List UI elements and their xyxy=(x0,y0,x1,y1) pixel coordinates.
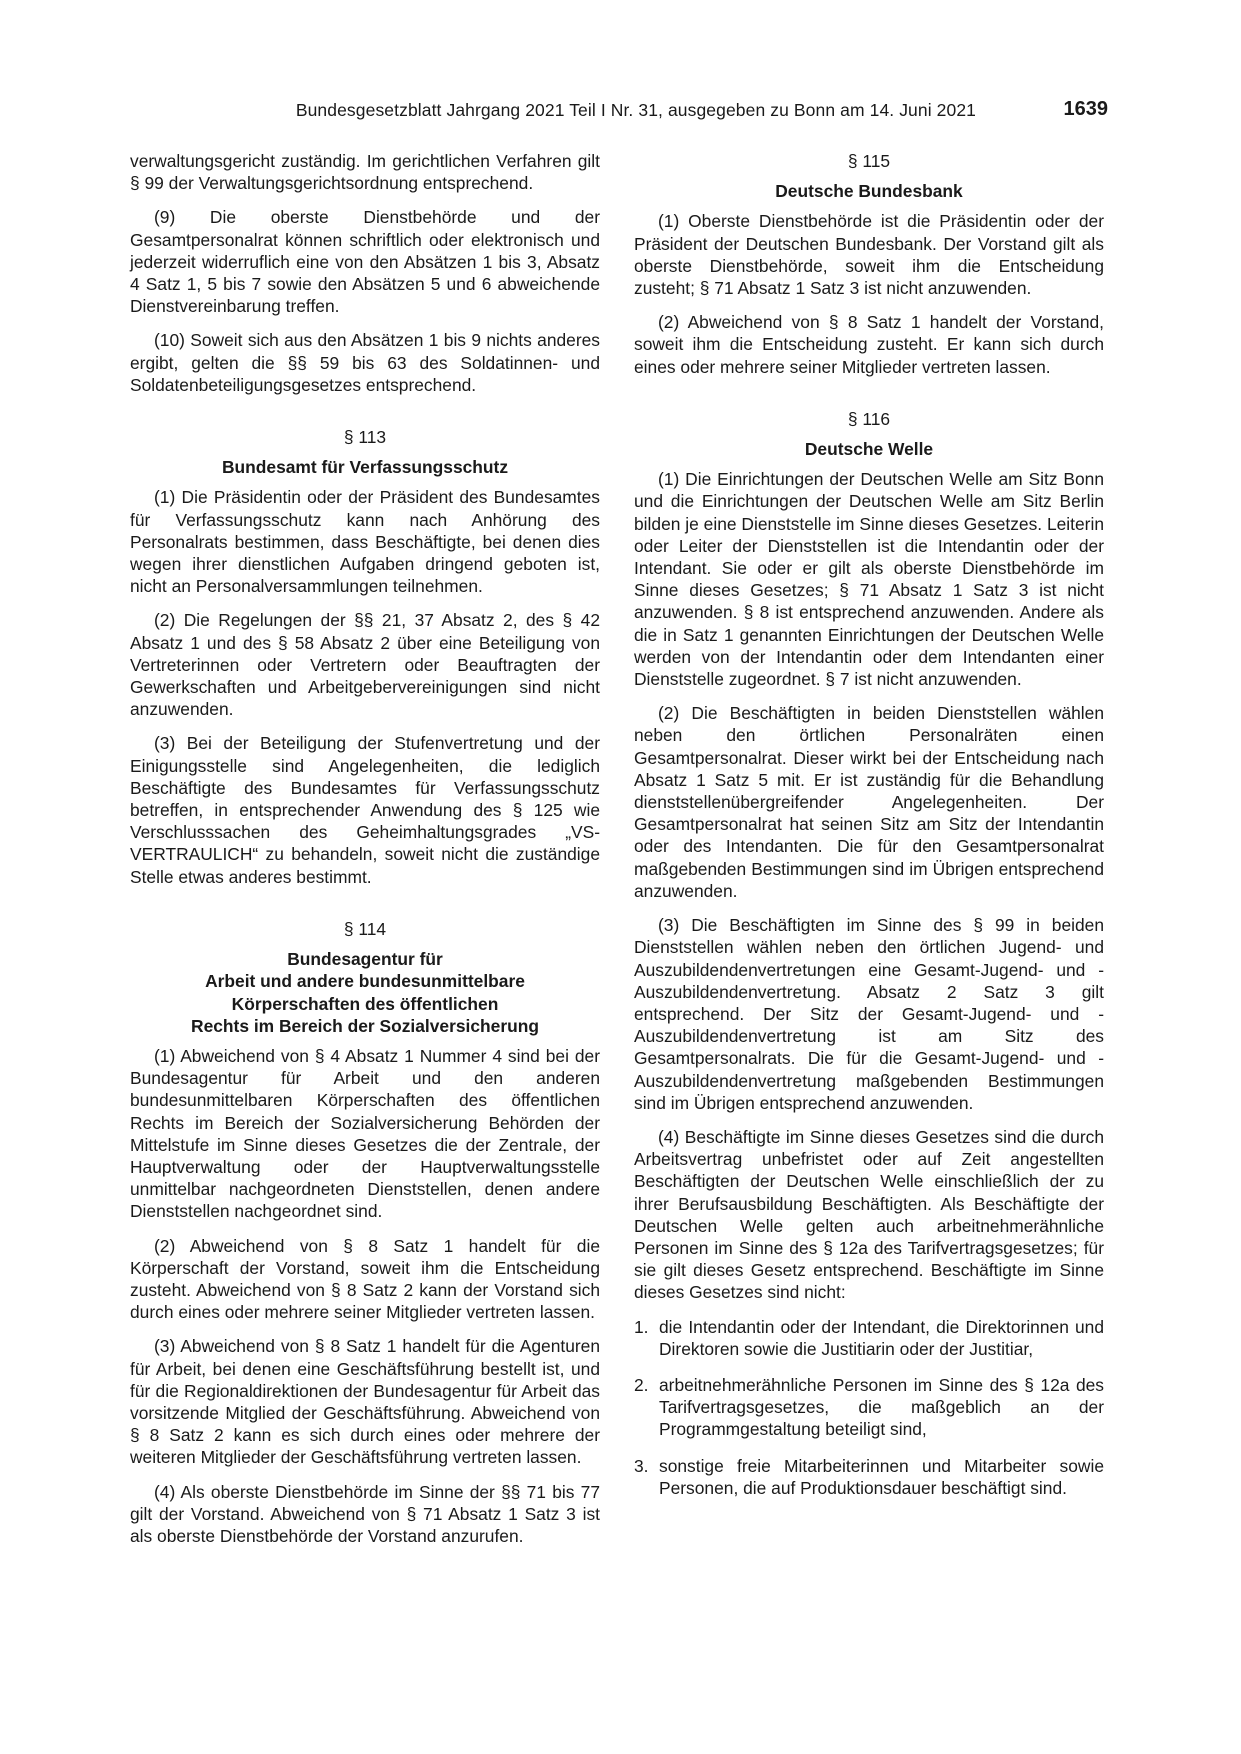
page-number: 1639 xyxy=(1063,98,1108,120)
paragraph-3: (3) Bei der Beteiligung der Stufenvertretung und der Einigungsstelle sind Angelegenheiten, die lediglich Beschäftigte des Bundesamtes für Verfassungsschutz betreffen, in entsprechender Anwendung des § 125 wie Verschlusssachen des Geheimhaltungsgrades „VS-VERTRAULICH“ zu behandeln, soweit nicht die zuständige Stelle etwas anderes bestimmt. xyxy=(130,733,600,887)
numbered-list xyxy=(634,1316,1104,1499)
left-column xyxy=(130,150,600,1559)
section-114 xyxy=(130,918,600,1547)
paragraph-4: (4) Als oberste Dienstbehörde im Sinne der §§ 71 bis 77 gilt der Vorstand. Abweichend von § 71 Absatz 1 Satz 3 ist als oberste Dienstbehörde der Vorstand anzurufen. xyxy=(130,1481,600,1546)
section-title-line: Arbeit und andere bundesunmittelbare xyxy=(205,971,525,992)
paragraph-2: (2) Die Regelungen der §§ 21, 37 Absatz 2, des § 42 Absatz 1 und des § 58 Absatz 2 über eine Beteiligung von Vertreterinnen oder Vertretern oder Beauftragten der Gewerkschaften und Arbeitgebervereinigungen sind nicht anzuwenden. xyxy=(130,610,600,720)
section-title-line: Körperschaften des öffentlichen xyxy=(231,993,499,1014)
list-item xyxy=(634,1374,1104,1441)
list-item xyxy=(634,1316,1104,1360)
page-header xyxy=(130,98,1108,126)
section-title-line: Rechts im Bereich der Sozialversicherung xyxy=(191,1015,539,1036)
list-item-number: 3. xyxy=(634,1455,649,1476)
list-item-number: 2. xyxy=(634,1374,649,1395)
list-item-number: 1. xyxy=(634,1316,649,1337)
section-number: § 113 xyxy=(343,427,387,448)
paragraph-4: (4) Beschäftigte im Sinne dieses Gesetzes sind die durch Arbeitsvertrag unbefristet oder auf Zeit angestellten Beschäftigten der Deutschen Welle einschließlich der zu ihrer Berufsausbildung Beschäftigten. Als Beschäftigte der Deutschen Welle gelten auch arbeitnehmerähnliche Personen im Sinne des § 12a des Tarifvertragsgesetzes; für sie gilt dieses Gesetz entsprechend. Beschäftigte im Sinne dieses Gesetzes sind nicht: xyxy=(634,1126,1104,1303)
section-title xyxy=(130,948,600,1037)
list-item-text: die Intendantin oder der Intendant, die Direktorinnen und Direktoren sowie die Justitiarin oder der Justitiar, xyxy=(659,1316,1104,1359)
list-item-text: sonstige freie Mitarbeiterinnen und Mitarbeiter sowie Personen, die auf Produktionsdauer beschäftigt sind. xyxy=(659,1455,1104,1498)
paragraph-1: (1) Die Präsidentin oder der Präsident des Bundesamtes für Verfassungsschutz kann nach Anhörung des Personalrats bestimmen, dass Beschäftigte, bei denen dies wegen ihrer dienstlichen Aufgaben dringend geboten ist, nicht an Personalversammlungen teilnehmen. xyxy=(130,487,600,597)
list-item-text: arbeitnehmerähnliche Personen im Sinne des § 12a des Tarifvertragsgesetzes, die maßgeblich an der Programmgestaltung beteiligt sind, xyxy=(659,1374,1104,1440)
paragraph-10: (10) Soweit sich aus den Absätzen 1 bis 9 nichts anderes ergibt, gelten die §§ 59 bis 63 des Soldatinnen- und Soldatenbeteiligungsgesetzes entsprechend. xyxy=(130,330,600,395)
paragraph-1: (1) Abweichend von § 4 Absatz 1 Nummer 4 sind bei der Bundesagentur für Arbeit und den anderen bundesunmittelbaren Körperschaften des öffentlichen Rechts im Bereich der Sozialversicherung Behörden der Mittelstufe im Sinne dieses Gesetzes die der Zentrale, der Hauptverwaltung oder der Hauptverwaltungsstelle unmittelbar nachgeordneten Dienststellen, denen andere Dienststellen nachgeordnet sind. xyxy=(130,1045,600,1222)
paragraph-3: (3) Die Beschäftigten im Sinne des § 99 in beiden Dienststellen wählen neben den örtlichen Jugend- und Auszubildendenvertretungen eine Gesamt-Jugend- und -Auszubildendenvertretung. Absatz 2 Satz 3 gilt entsprechend. Der Sitz der Gesamt-Jugend- und -Auszubildendenvertretung ist am Sitz des Gesamtpersonalrats. Die für die Gesamt-Jugend- und -Auszubildendenvertretung maßgebenden Bestimmungen sind im Übrigen entsprechend anzuwenden. xyxy=(634,915,1104,1113)
section-115 xyxy=(634,150,1104,378)
section-116 xyxy=(634,408,1104,1499)
section-title: Bundesamt für Verfassungsschutz xyxy=(221,457,509,478)
section-113 xyxy=(130,426,600,888)
paragraph-1: (1) Die Einrichtungen der Deutschen Welle am Sitz Bonn und die Einrichtungen der Deutschen Welle am Sitz Berlin bilden je eine Dienststelle im Sinne dieses Gesetzes. Leiterin oder Leiter der Dienststellen ist die Intendantin oder der Intendant. Sie oder er gilt als oberste Dienstbehörde im Sinne dieses Gesetzes; § 71 Absatz 1 Satz 3 ist nicht anzuwenden. § 8 ist entsprechend anzuwenden. Andere als die in Satz 1 genannten Einrichtungen der Deutschen Welle werden von der Intendantin oder dem Intendanten einer Dienststelle zugeordnet. § 7 ist nicht anzuwenden. xyxy=(634,469,1104,690)
list-item xyxy=(634,1455,1104,1499)
section-title: Deutsche Welle xyxy=(804,439,934,460)
section-number: § 115 xyxy=(847,151,891,171)
paragraph-continuation: verwaltungsgericht zuständig. Im gerichtlichen Verfahren gilt § 99 der Verwaltungsgerichtsordnung entsprechend. xyxy=(130,151,600,194)
section-number: § 114 xyxy=(343,918,387,939)
paragraph-2: (2) Abweichend von § 8 Satz 1 handelt der Vorstand, soweit ihm die Entscheidung zusteht. Er kann sich durch eines oder mehrere seiner Mitglieder vertreten lassen. xyxy=(634,312,1104,377)
paragraph-1: (1) Oberste Dienstbehörde ist die Präsidentin oder der Präsident der Deutschen Bundesbank. Der Vorstand gilt als oberste Dienstbehörde, soweit ihm die Entscheidung zusteht; § 71 Absatz 1 Satz 3 ist nicht anzuwenden. xyxy=(634,211,1104,299)
gazette-title: Bundesgesetzblatt Jahrgang 2021 Teil I Nr. 31, ausgegeben zu Bonn am 14. Juni 2021 xyxy=(295,100,976,120)
paragraph-2: (2) Abweichend von § 8 Satz 1 handelt für die Körperschaft der Vorstand, soweit ihm die Entscheidung zusteht. Abweichend von § 8 Satz 2 kann der Vorstand sich durch eines oder mehrere seiner Mitglieder vertreten lassen. xyxy=(130,1235,600,1323)
paragraph-3: (3) Abweichend von § 8 Satz 1 handelt für die Agenturen für Arbeit, bei denen eine Geschäftsführung bestellt ist, und für die Regionaldirektionen der Bundesagentur für Arbeit das vorsitzende Mitglied der Geschäftsführung. Abweichend von § 8 Satz 2 kann es sich durch eines oder mehrere der weiteren Mitglieder der Geschäftsführung vertreten lassen. xyxy=(130,1336,600,1468)
section-title: Deutsche Bundesbank xyxy=(775,181,963,202)
paragraph-2: (2) Die Beschäftigten in beiden Dienststellen wählen neben den örtlichen Personalräten einen Gesamtpersonalrat. Dieser wirkt bei der Entscheidung nach Absatz 1 Satz 5 mit. Er ist zuständig für die Behandlung dienststellenübergreifender Angelegenheiten. Der Gesamtpersonalrat hat seinen Sitz am Sitz der Intendantin oder des Intendanten. Die für den Gesamtpersonalrat maßgebenden Bestimmungen sind im Übrigen entsprechend anzuwenden. xyxy=(634,703,1104,901)
section-number: § 116 xyxy=(847,408,891,429)
paragraph-9: (9) Die oberste Dienstbehörde und der Gesamtpersonalrat können schriftlich oder elektronisch und jederzeit widerruflich eine von den Absätzen 1 bis 3, Absatz 4 Satz 1, 5 bis 7 sowie den Absätzen 5 und 6 abweichende Dienstvereinbarung treffen. xyxy=(130,207,600,317)
section-title-line: Bundesagentur für xyxy=(287,949,443,970)
right-column xyxy=(634,150,1104,1513)
